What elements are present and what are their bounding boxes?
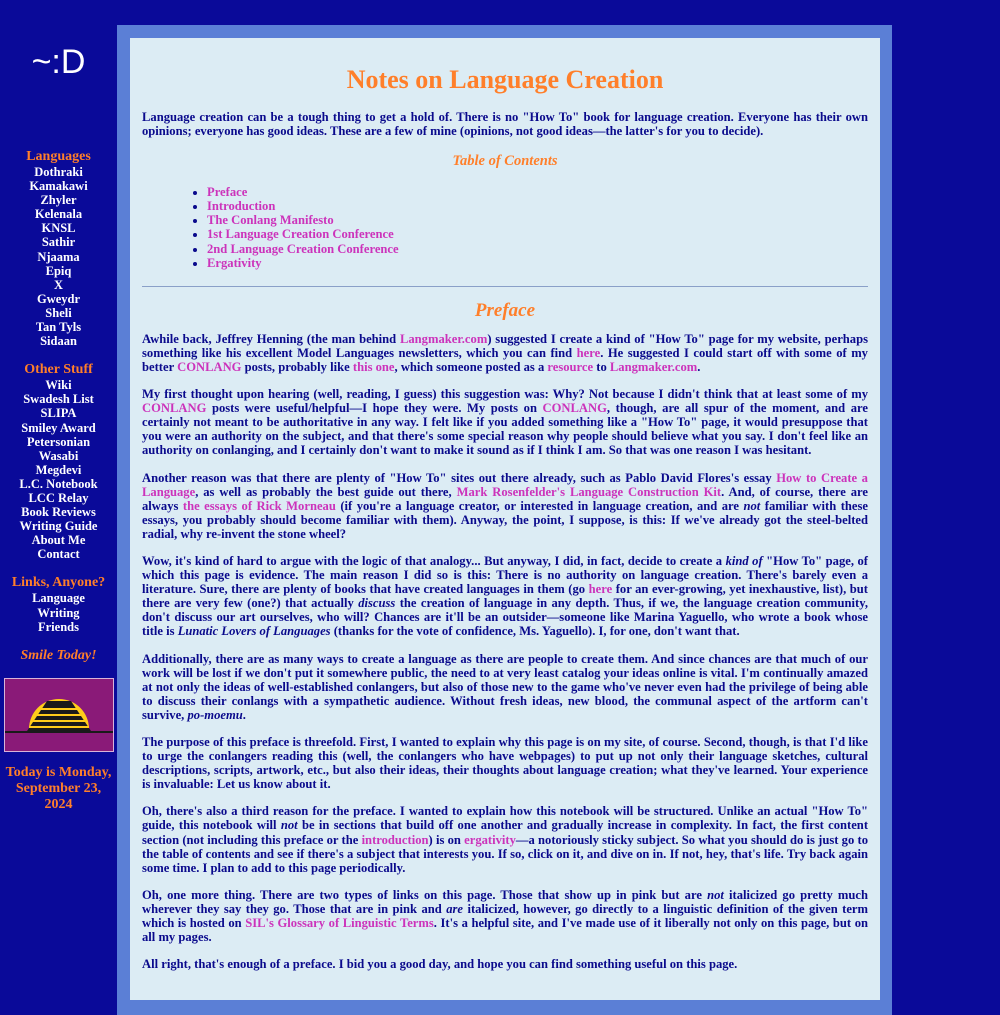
date-line-1: Today is Monday, [5, 764, 112, 780]
links-heading: Links, Anyone? [11, 575, 106, 591]
link-here-books[interactable]: here [588, 582, 613, 597]
text: Awhile back, Jeffrey Henning (the man behind [142, 331, 400, 346]
emphasis: not [743, 498, 761, 513]
page-title: Notes on Language Creation [346, 65, 664, 94]
text: My first thought upon hearing (well, reading, I guess) this suggestion was: Why? Not because I didn't think that at least some of my [142, 387, 868, 402]
preface-paragraph-4 [142, 554, 868, 639]
preface-paragraph-2 [142, 387, 868, 457]
text: familiar with these essays, you probably should become familiar with them). Anyway, the point, I suppose, is this: If we've already got the steel-belted radial, why re-invent the stone wheel? [142, 498, 868, 541]
emphasis: po-moemu [187, 707, 243, 722]
link-here-newsletters[interactable]: here [576, 345, 601, 360]
sidebar-item-zhyler[interactable]: Zhyler [40, 193, 77, 208]
sidebar-item-friends-links[interactable]: Friends [38, 619, 79, 634]
text: ) suggested I create a kind of "How To" page for my website, perhaps something like his excellent Model Languages newsletters, which you can find [142, 331, 868, 360]
emphasis: kind of [725, 553, 763, 568]
preface-paragraph-6: The purpose of this preface is threefold. First, I wanted to explain why this page is on my site, of course. Second, though, is that I'd like to urge the conlangers reading this (well, the conlangers who have webpages) to put up not only their language sketches, cultural descriptions, scripts, artwork, etc., but also their ideas, their thoughts about language creation; what they've learned. Your experience is invaluable: Let us know about it. [142, 735, 868, 792]
text: posts were useful/helpful—I hope they were. My posts on [206, 401, 543, 416]
table-of-contents [142, 185, 868, 270]
text: posts, probably like [241, 359, 353, 374]
sidebar-item-sidaan[interactable]: Sidaan [40, 334, 77, 349]
sidebar-item-epiq[interactable]: Epiq [45, 263, 72, 278]
toc-item [207, 227, 868, 241]
sidebar-item-slipa[interactable]: SLIPA [40, 406, 77, 421]
smile-today-text: Smile Today! [20, 647, 97, 663]
emphasis: not [280, 818, 298, 833]
sunrise-graphic [5, 679, 113, 751]
text: (if you're a language creator, or interested in language creation, and are [335, 498, 744, 513]
text: . And, of course, there are always [142, 484, 869, 513]
sidebar-item-gweydr[interactable]: Gweydr [36, 291, 81, 306]
intro-paragraph: Language creation can be a tough thing to get a hold of. There is no "How To" book for language creation. Everyone has their own opinions; everyone has good ideas. These are a few of mine (opinions, not good ideas—the latter's for you to decide). [142, 110, 868, 139]
text: italicized go pretty much wherever they say they go. Those that are in pink and [142, 887, 868, 916]
text: . [242, 707, 246, 722]
text: ) is on [428, 832, 465, 847]
languages-heading: Languages [26, 149, 91, 164]
sidebar-item-kelenala[interactable]: Kelenala [34, 207, 83, 222]
emphasis: are [446, 901, 464, 916]
sidebar-item-lc-notebook[interactable]: L.C. Notebook [19, 476, 98, 491]
toc-title: Table of Contents [452, 153, 558, 170]
link-this-one[interactable]: this one [352, 359, 395, 374]
text: Oh, one more thing. There are two types of links on this page. Those that show up in pink but are [142, 887, 708, 902]
text: Another reason was that there are plenty of "How To" sites out there already, such as Pablo David Flores's essay [142, 470, 777, 485]
toc-item [207, 213, 868, 227]
emphasis: discuss [358, 596, 396, 611]
link-introduction[interactable]: introduction [361, 832, 429, 847]
emphasis: not [707, 887, 724, 902]
link-langmaker-2[interactable]: Langmaker.com [609, 359, 698, 374]
text: be in sections that build off one another and gradually increase in complexity. In fact, the first content section (not including this preface or the [142, 818, 869, 847]
preface-paragraph-7 [142, 804, 868, 874]
sidebar-item-dothraki[interactable]: Dothraki [34, 165, 83, 179]
main-content [130, 38, 880, 1000]
sidebar-item-swadesh-list[interactable]: Swadesh List [23, 392, 94, 407]
sidebar-item-wiki[interactable]: Wiki [45, 378, 72, 393]
text: , as well as probably the best guide out there, [195, 484, 457, 499]
link-conlang-3[interactable]: CONLANG [542, 401, 607, 416]
toc-item [207, 256, 868, 270]
text: —a notoriously sticky subject. So what you should do is just go to the table of contents and see if there's a subject that interests you. If so, click on it, and dive on in. If not, hey, that's life. Try back again some time. I plan to add to this page periodically. [142, 832, 869, 875]
sidebar-item-njaama[interactable]: Njaama [37, 249, 80, 264]
sidebar-item-writing-links[interactable]: Writing [37, 605, 80, 620]
sidebar-item-smiley-award[interactable]: Smiley Award [21, 420, 96, 435]
site-logo[interactable]: ~:D [31, 43, 86, 81]
text: Additionally, there are as many ways to create a language as there are people to create them. And since chances are that much of our work will be lost if we don't put it somewhere public, the need to at very least catalog your ideas online is vital. I'm continually amazed at not only the ideas of well-established conlangers, but also of those new to the game who've never even had the privilege of being able to discuss their conlangs with a sympathetic audience. Without fresh ideas, new blood, the communal aspect of the artform can't survive, [142, 651, 868, 722]
sidebar-item-writing-guide[interactable]: Writing Guide [19, 519, 98, 534]
toc-link-introduction[interactable]: Introduction [207, 199, 276, 214]
sidebar-item-sheli[interactable]: Sheli [45, 305, 72, 320]
date-line-2: September 23, [15, 780, 102, 796]
toc-item [207, 199, 868, 213]
text: . He suggested I could start off with some of my better [142, 345, 868, 374]
sidebar-item-petersonian[interactable]: Petersonian [26, 434, 91, 449]
text: , though, are all spur of the moment, and are certainly not meant to be authoritative in any way. I felt like if you added something like a "How To" page, it would presuppose that you were an authority on the subject, and that there's some special reason why people should believe what you say. I don't feel like an authority on conlanging, and I certainly don't want to make it sound as if I think I am. So that was one reason I was hesitant. [142, 401, 868, 458]
languages-list [0, 165, 117, 348]
toc-link-conlang-manifesto[interactable]: The Conlang Manifesto [207, 213, 334, 228]
other-stuff-list [0, 378, 117, 561]
preface-paragraph-8 [142, 888, 868, 944]
toc-link-2nd-lcc[interactable]: 2nd Language Creation Conference [207, 241, 399, 256]
link-langmaker[interactable]: Langmaker.com [399, 331, 488, 346]
toc-link-preface[interactable]: Preface [207, 185, 248, 200]
other-stuff-heading: Other Stuff [24, 362, 93, 378]
toc-link-ergativity[interactable]: Ergativity [207, 255, 262, 270]
text: . It's a helpful site, and I've made use of it liberally not only on this page, but on all my pages. [142, 916, 868, 945]
preface-paragraph-1 [142, 332, 868, 374]
book-title: Lunatic Lovers of Languages [177, 624, 331, 639]
toc-link-1st-lcc[interactable]: 1st Language Creation Conference [207, 227, 394, 242]
text: . [697, 359, 701, 374]
preface-paragraph-5 [142, 652, 868, 722]
link-rick-morneau-essays[interactable]: the essays of Rick Morneau [182, 498, 336, 513]
text: the creation of language in any depth. Thus, if we, the language creation community, don't discuss our art ourselves, who will? Chances are it'll be an outsider—someone like Marina Yaguello, who wrote a book whose title is [142, 596, 868, 639]
text: "How To" page, of which this page is evidence. The main reason I did so is this: There is no authority on language creation. There's barely even a literature. Sure, there are plenty of books that have created languages in them (go [142, 553, 868, 597]
sidebar-item-book-reviews[interactable]: Book Reviews [21, 505, 96, 520]
link-language-construction-kit[interactable]: Mark Rosenfelder's Language Construction Kit [456, 484, 722, 499]
sidebar-item-contact[interactable]: Contact [37, 547, 80, 562]
link-conlang[interactable]: CONLANG [177, 359, 242, 374]
preface-heading: Preface [474, 299, 536, 321]
sidebar-item-sathir[interactable]: Sathir [41, 235, 76, 250]
link-resource[interactable]: resource [547, 359, 594, 374]
text: , which someone posted as a [394, 359, 548, 374]
link-sil-glossary[interactable]: SIL's Glossary of Linguistic Terms [245, 916, 434, 931]
sidebar [0, 0, 117, 813]
sidebar-item-x[interactable]: X [53, 277, 64, 292]
text: (thanks for the vote of confidence, Ms. Yaguello). I, for one, don't want that. [330, 624, 740, 639]
sidebar-item-lcc-relay[interactable]: LCC Relay [28, 490, 89, 505]
text: to [593, 359, 610, 374]
sunrise-image[interactable] [4, 678, 114, 752]
text: Wow, it's kind of hard to argue with the logic of that analogy... But anyway, I did, in fact, decide to create a [142, 553, 726, 568]
sidebar-item-tan-tyls[interactable]: Tan Tyls [35, 320, 82, 335]
text: italicized, however, go directly to a linguistic definition of the given term which is hosted on [142, 901, 869, 931]
sidebar-item-knsl[interactable]: KNSL [41, 221, 76, 236]
preface-paragraph-3 [142, 471, 868, 541]
link-conlang-2[interactable]: CONLANG [142, 401, 207, 416]
divider [142, 286, 868, 287]
sidebar-item-language-links[interactable]: Language [32, 591, 85, 606]
links-list [0, 591, 117, 633]
date-line-3: 2024 [44, 796, 73, 812]
link-how-to-create-a-language[interactable]: How to Create a Language [142, 470, 868, 499]
text: for an ever-growing, yet inexhaustive, list), but there are very few (one?) that actually [142, 582, 868, 611]
toc-item [207, 185, 868, 199]
sidebar-item-megdevi[interactable]: Megdevi [35, 462, 82, 477]
text: Oh, there's also a third reason for the preface. I wanted to explain how this notebook will be structured. Unlike an actual "How To" guide, this notebook will [142, 804, 868, 833]
sidebar-item-about-me[interactable]: About Me [31, 533, 86, 548]
toc-item [207, 242, 868, 256]
sidebar-item-kamakawi[interactable]: Kamakawi [29, 179, 88, 194]
sidebar-item-wasabi[interactable]: Wasabi [38, 448, 79, 463]
link-ergativity[interactable]: ergativity [464, 832, 516, 847]
preface-paragraph-9: All right, that's enough of a preface. I bid you a good day, and hope you can find something useful on this page. [142, 957, 738, 972]
